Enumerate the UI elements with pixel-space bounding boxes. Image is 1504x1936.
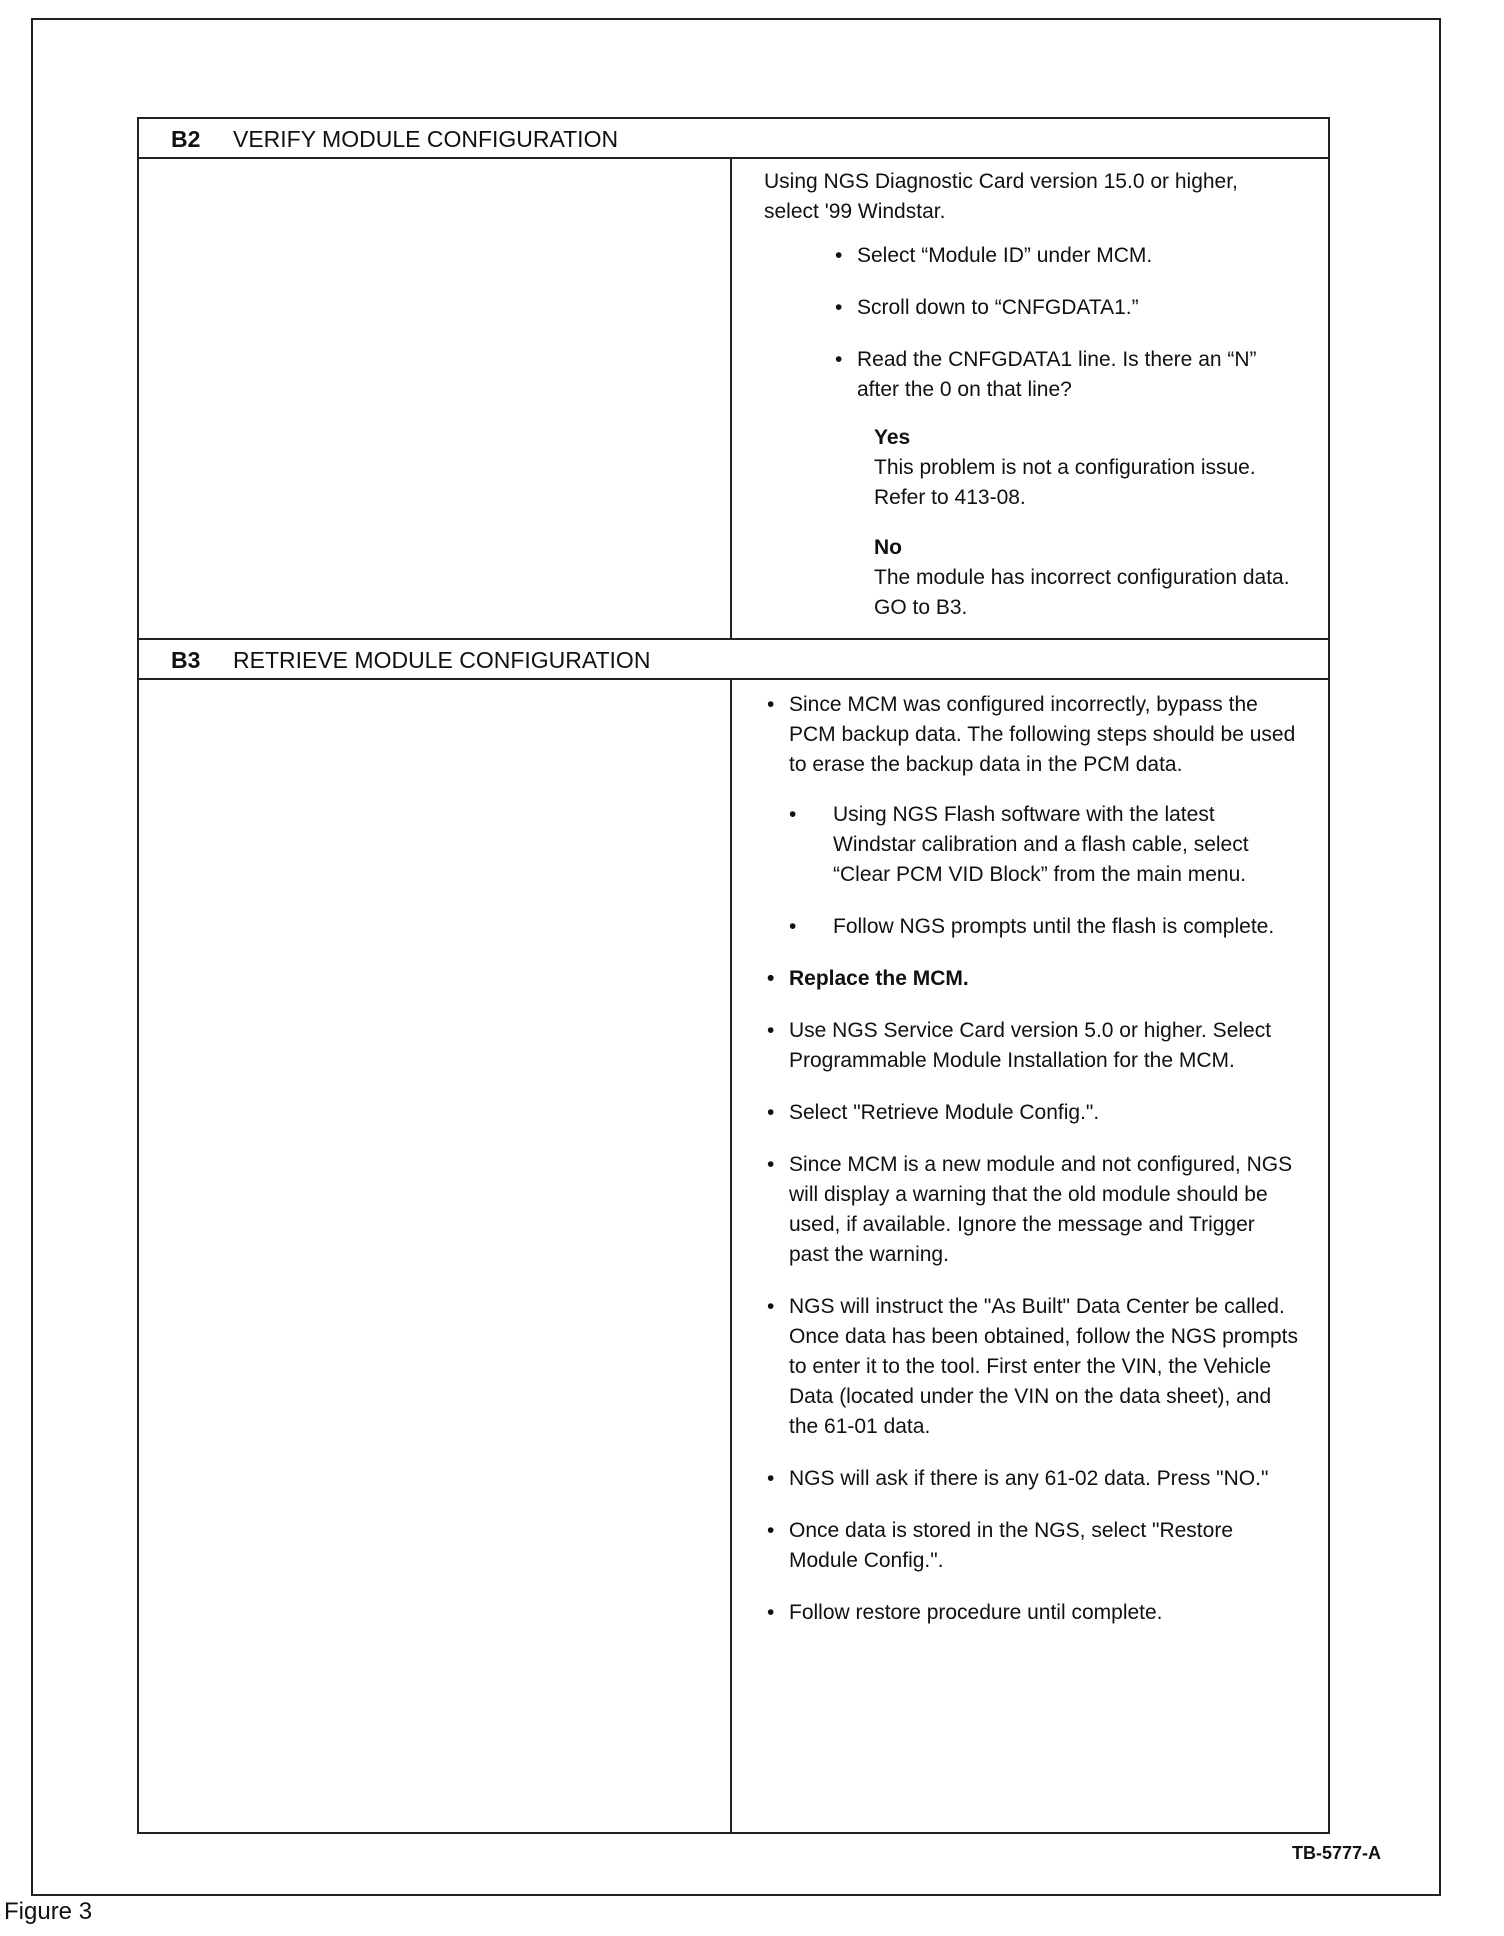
b2-header bbox=[139, 119, 1328, 159]
b2-step-2: • Scroll down to “CNFGDATA1.” bbox=[832, 293, 1294, 323]
figure-caption: Figure 3 bbox=[4, 1898, 93, 1925]
b2-step-1: • Select “Module ID” under MCM. bbox=[832, 241, 1294, 271]
b3-step-8: • Once data is stored in the NGS, select "Restore Module Config.". bbox=[764, 1516, 1298, 1576]
b2-step-3: • Read the CNFGDATA1 line. Is there an “N” after the 0 on that line? bbox=[832, 345, 1294, 405]
b3-step-4: • Select "Retrieve Module Config.". bbox=[764, 1098, 1298, 1128]
b3-substeps bbox=[764, 800, 1298, 942]
b3-step-5: • Since MCM is a new module and not configured, NGS will display a warning that the old module should be used, if available. Ignore the message and Trigger past the warning. bbox=[764, 1150, 1298, 1270]
b3-substep-2: • Follow NGS prompts until the flash is complete. bbox=[786, 912, 1298, 942]
b2-intro: Using NGS Diagnostic Card version 15.0 or higher, select '99 Windstar. bbox=[764, 170, 1238, 223]
b2-no-label: No bbox=[874, 536, 902, 559]
b3-code: B3 bbox=[171, 647, 201, 673]
b3-step-2: • Replace the MCM. bbox=[764, 964, 1298, 994]
figure-id: TB-5777-A bbox=[1291, 1843, 1381, 1863]
b3-step-7: • NGS will ask if there is any 61-02 data. Press "NO." bbox=[764, 1464, 1298, 1494]
b3-title: RETRIEVE MODULE CONFIGURATION bbox=[233, 647, 651, 673]
b3-step-9: • Follow restore procedure until complete. bbox=[764, 1598, 1298, 1628]
b2-title: VERIFY MODULE CONFIGURATION bbox=[233, 126, 619, 152]
b2-code: B2 bbox=[171, 126, 201, 152]
b2-no-text: The module has incorrect configuration data. GO to B3. bbox=[874, 566, 1290, 619]
b2-yes-text: This problem is not a configuration issue. Refer to 413-08. bbox=[874, 456, 1256, 509]
b2-step-list bbox=[764, 241, 1294, 623]
b2-action-cell bbox=[732, 167, 1328, 623]
b2-yes-label: Yes bbox=[874, 426, 911, 449]
b2-results bbox=[832, 423, 1294, 623]
b3-header bbox=[139, 638, 1328, 680]
b3-action-cell bbox=[732, 690, 1328, 1628]
b3-substep-1: • Using NGS Flash software with the latest Windstar calibration and a flash cable, select “Clear PCM VID Block” from the main menu. bbox=[786, 800, 1298, 890]
procedure-table bbox=[137, 117, 1330, 1834]
b3-step-1: • Since MCM was configured incorrectly, bypass the PCM backup data. The following steps should be used to erase the backup data in the PCM data. bbox=[764, 690, 1298, 780]
b3-step-6: • NGS will instruct the "As Built" Data Center be called. Once data has been obtained, follow the NGS prompts to enter it to the tool. First enter the VIN, the Vehicle Data (located under the VIN on the data sheet), and the 61-01 data. bbox=[764, 1292, 1298, 1442]
b3-step-3: • Use NGS Service Card version 5.0 or higher. Select Programmable Module Installation for the MCM. bbox=[764, 1016, 1298, 1076]
